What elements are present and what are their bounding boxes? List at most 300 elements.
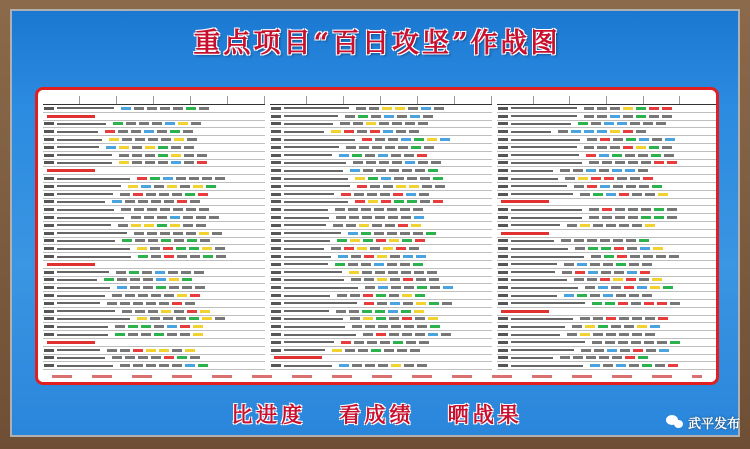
row-status-cell (423, 115, 433, 118)
row-status-cell (349, 310, 359, 313)
row-status-cell (176, 177, 186, 180)
table-row (270, 214, 492, 222)
row-status-cell (346, 224, 356, 227)
row-status-cell (184, 154, 194, 157)
table-row (270, 284, 492, 292)
row-status-cell (185, 302, 195, 305)
table-header-cell (680, 96, 717, 104)
row-status-cell (599, 169, 609, 172)
row-status-cell (665, 138, 675, 141)
row-status-cell (662, 146, 672, 149)
row-status-cell (574, 239, 584, 242)
row-status-cell (138, 356, 148, 359)
row-status-cell (604, 255, 614, 258)
row-status-cell (636, 146, 646, 149)
row-status-cell (601, 271, 611, 274)
row-status-cell (158, 161, 168, 164)
row-status-cell (657, 302, 667, 305)
table-section-row (270, 355, 492, 363)
row-status-cell (594, 349, 604, 352)
row-status-cell (134, 208, 144, 211)
row-project-name (511, 334, 560, 336)
row-status-cell (573, 356, 583, 359)
table-row (43, 230, 265, 238)
row-status-cell (190, 200, 200, 203)
table-row (497, 167, 717, 175)
row-status-cell (145, 154, 155, 157)
row-status-cell (187, 239, 197, 242)
row-status-cell (658, 317, 668, 320)
row-status-cell (200, 310, 210, 313)
table-header-cell (344, 96, 381, 104)
row-status-cell (377, 278, 387, 281)
row-number (271, 169, 281, 172)
row-status-cell (416, 302, 426, 305)
row-project-name (57, 310, 115, 312)
row-status-cell (627, 247, 637, 250)
row-status-cell (181, 271, 191, 274)
row-status-cell (383, 247, 393, 250)
row-project-name (57, 357, 105, 359)
table-row (497, 245, 717, 253)
row-status-cell (116, 271, 126, 274)
row-number (271, 317, 281, 320)
row-status-cell (428, 317, 438, 320)
row-status-cell (359, 224, 369, 227)
table-row (270, 261, 492, 269)
row-status-cell (209, 216, 219, 219)
row-status-cell (586, 169, 596, 172)
row-status-cell (376, 333, 386, 336)
row-status-cell (173, 208, 183, 211)
row-status-cell (587, 185, 597, 188)
row-status-cell (164, 255, 174, 258)
row-status-cell (651, 154, 661, 157)
row-status-cell (581, 349, 591, 352)
table-header-cell (455, 96, 492, 104)
table-row (43, 199, 265, 207)
row-status-cell (379, 161, 389, 164)
row-status-cell (435, 185, 445, 188)
table-row (270, 144, 492, 152)
table-row (270, 113, 492, 121)
row-status-cell (625, 356, 635, 359)
row-status-cell (147, 232, 157, 235)
row-status-cell (119, 146, 129, 149)
table-header-cell (191, 96, 228, 104)
row-status-cell (144, 130, 154, 133)
row-number (271, 341, 281, 344)
row-status-cell (157, 224, 167, 227)
row-project-name (511, 357, 553, 359)
table-row (497, 316, 717, 324)
row-status-cell (335, 263, 345, 266)
row-status-cell (193, 185, 203, 188)
row-status-cell (639, 278, 649, 281)
table-row (43, 144, 265, 152)
row-status-cell (122, 138, 132, 141)
row-number (44, 364, 54, 367)
row-status-cell (134, 107, 144, 110)
row-status-cell (161, 138, 171, 141)
table-row (270, 269, 492, 277)
row-number (271, 333, 281, 336)
row-status-cell (597, 146, 607, 149)
table-row (43, 152, 265, 160)
row-number (44, 294, 54, 297)
row-status-cell (637, 325, 647, 328)
row-status-cell (558, 130, 568, 133)
row-status-cell (351, 255, 361, 258)
row-status-cell (387, 263, 397, 266)
row-number (498, 302, 508, 305)
row-status-cell (115, 333, 125, 336)
row-status-cell (158, 146, 168, 149)
row-status-cell (391, 325, 401, 328)
row-status-cell (633, 349, 643, 352)
table-row (497, 113, 717, 121)
row-status-cell (414, 271, 424, 274)
row-status-cell (371, 115, 381, 118)
table-row (270, 136, 492, 144)
row-project-name (511, 131, 551, 133)
row-status-cell (206, 185, 216, 188)
table-row (270, 253, 492, 261)
row-status-cell (653, 247, 663, 250)
table-row (270, 339, 492, 347)
table-row (43, 269, 265, 277)
row-status-cell (598, 286, 608, 289)
row-status-cell (637, 286, 647, 289)
row-status-cell (150, 177, 160, 180)
row-status-cell (433, 200, 443, 203)
row-status-cell (606, 193, 616, 196)
row-status-cell (587, 278, 597, 281)
row-status-cell (348, 208, 358, 211)
row-status-cell (365, 154, 375, 157)
row-status-cell (132, 154, 142, 157)
row-status-cell (401, 310, 411, 313)
row-project-name (284, 232, 341, 234)
row-status-cell (170, 130, 180, 133)
row-number (498, 333, 508, 336)
row-status-cell (178, 122, 188, 125)
row-status-cell (156, 278, 166, 281)
row-number (498, 122, 508, 125)
row-number (498, 286, 508, 289)
row-status-cell (215, 177, 225, 180)
row-status-cell (406, 193, 416, 196)
row-status-cell (106, 146, 116, 149)
row-status-cell (427, 271, 437, 274)
row-status-cell (588, 247, 598, 250)
table-section-row (497, 308, 717, 316)
row-status-cell (176, 247, 186, 250)
row-status-cell (610, 107, 620, 110)
row-status-cell (362, 310, 372, 313)
row-status-cell (183, 130, 193, 133)
row-status-cell (378, 286, 388, 289)
row-status-cell (150, 317, 160, 320)
row-status-cell (572, 325, 582, 328)
row-project-name (284, 201, 348, 203)
table-section-row (497, 199, 717, 207)
row-number (44, 208, 54, 211)
row-status-cell (640, 271, 650, 274)
row-status-cell (385, 224, 395, 227)
row-status-cell (138, 294, 148, 297)
row-status-cell (169, 286, 179, 289)
table-row (497, 206, 717, 214)
table-column-middle (270, 96, 492, 372)
row-project-name (511, 154, 579, 156)
row-status-cell (419, 341, 429, 344)
row-status-cell (591, 122, 601, 125)
table-row (270, 362, 492, 370)
table-row (43, 183, 265, 191)
row-status-cell (189, 317, 199, 320)
row-status-cell (331, 130, 341, 133)
row-project-name (57, 365, 113, 367)
row-number (44, 193, 54, 196)
row-status-cell (186, 232, 196, 235)
row-status-cell (144, 224, 154, 227)
row-status-cell (164, 200, 174, 203)
row-number (271, 263, 281, 266)
row-number (498, 130, 508, 133)
row-status-cell (420, 177, 430, 180)
row-status-cell (115, 325, 125, 328)
row-number (44, 138, 54, 141)
row-status-cell (613, 138, 623, 141)
row-status-cell (407, 200, 417, 203)
row-status-cell (406, 341, 416, 344)
row-status-cell (376, 294, 386, 297)
row-status-cell (372, 224, 382, 227)
row-status-cell (592, 302, 602, 305)
section-tag (501, 232, 549, 235)
row-status-cell (616, 294, 626, 297)
row-number (498, 341, 508, 344)
row-status-cell (362, 216, 372, 219)
table-row (270, 105, 492, 113)
row-status-cell (441, 333, 451, 336)
row-status-cell (159, 302, 169, 305)
row-status-cell (421, 107, 431, 110)
row-status-cell (611, 325, 621, 328)
row-status-cell (411, 224, 421, 227)
row-status-cell (616, 263, 626, 266)
table-row (497, 222, 717, 230)
row-number (271, 310, 281, 313)
row-status-cell (643, 177, 653, 180)
row-status-cell (363, 294, 373, 297)
row-number (498, 146, 508, 149)
row-number (498, 294, 508, 297)
row-status-cell (670, 341, 680, 344)
row-status-cell (374, 232, 384, 235)
table-row (43, 121, 265, 129)
row-status-cell (388, 310, 398, 313)
row-project-name (57, 334, 108, 336)
row-status-cell (378, 325, 388, 328)
table-row (43, 136, 265, 144)
row-number (498, 349, 508, 352)
table-row (270, 238, 492, 246)
row-status-cell (117, 278, 127, 281)
row-status-cell (623, 115, 633, 118)
row-status-cell (630, 177, 640, 180)
row-status-cell (417, 286, 427, 289)
row-status-cell (177, 294, 187, 297)
row-status-cell (167, 185, 177, 188)
row-status-cell (403, 278, 413, 281)
row-status-cell (600, 278, 610, 281)
row-status-cell (172, 302, 182, 305)
row-status-cell (413, 232, 423, 235)
row-status-cell (573, 169, 583, 172)
row-status-cell (420, 200, 430, 203)
row-status-cell (401, 216, 411, 219)
row-status-cell (612, 169, 622, 172)
row-status-cell (352, 325, 362, 328)
row-status-cell (365, 364, 375, 367)
row-status-cell (403, 255, 413, 258)
row-status-cell (636, 130, 646, 133)
row-project-name (284, 263, 328, 265)
row-number (44, 302, 54, 305)
table-row (43, 105, 265, 113)
table-section-row (43, 167, 265, 175)
row-project-name (57, 349, 100, 351)
row-status-cell (600, 239, 610, 242)
row-project-name (511, 248, 568, 250)
row-number (44, 255, 54, 258)
table-row (497, 253, 717, 261)
row-status-cell (632, 193, 642, 196)
row-status-cell (659, 349, 669, 352)
row-status-cell (331, 247, 341, 250)
row-status-cell (415, 239, 425, 242)
row-status-cell (405, 122, 415, 125)
row-status-cell (121, 208, 131, 211)
row-status-cell (157, 216, 167, 219)
row-status-cell (602, 216, 612, 219)
row-status-cell (619, 317, 629, 320)
row-status-cell (602, 208, 612, 211)
row-status-cell (631, 341, 641, 344)
row-number (498, 138, 508, 141)
row-status-cell (597, 107, 607, 110)
row-status-cell (338, 255, 348, 258)
table-header (270, 96, 492, 105)
row-status-cell (575, 247, 585, 250)
row-number (44, 185, 54, 188)
row-status-cell (143, 278, 153, 281)
row-status-cell (442, 302, 452, 305)
row-status-cell (130, 278, 140, 281)
table-row (43, 160, 265, 168)
row-status-cell (391, 154, 401, 157)
row-project-name (511, 279, 567, 281)
row-status-cell (132, 146, 142, 149)
row-status-cell (194, 271, 204, 274)
row-status-cell (195, 286, 205, 289)
row-project-name (284, 123, 333, 125)
row-project-name (284, 240, 330, 242)
table-row (43, 128, 265, 136)
row-status-cell (215, 247, 225, 250)
title-area (12, 21, 742, 61)
row-project-name (284, 154, 332, 156)
row-status-cell (392, 122, 402, 125)
row-project-name (284, 131, 324, 133)
row-status-cell (203, 255, 213, 258)
row-project-name (284, 193, 334, 195)
row-status-cell (352, 364, 362, 367)
row-project-name (511, 271, 555, 273)
row-status-cell (363, 317, 373, 320)
table-header-cell (570, 96, 607, 104)
table-row (497, 362, 717, 370)
row-status-cell (606, 333, 616, 336)
row-status-cell (654, 216, 664, 219)
row-status-cell (593, 193, 603, 196)
row-status-cell (610, 115, 620, 118)
row-status-cell (339, 364, 349, 367)
row-status-cell (632, 333, 642, 336)
row-status-cell (107, 302, 117, 305)
row-status-cell (396, 130, 406, 133)
table-row (270, 347, 492, 355)
row-status-cell (614, 271, 624, 274)
row-number (271, 185, 281, 188)
row-status-cell (416, 278, 426, 281)
row-status-cell (636, 107, 646, 110)
table-header-cell (80, 96, 117, 104)
row-status-cell (172, 193, 182, 196)
row-status-cell (160, 232, 170, 235)
row-number (498, 224, 508, 227)
row-status-cell (575, 271, 585, 274)
row-project-name (284, 224, 326, 226)
table-row (270, 230, 492, 238)
row-status-cell (112, 294, 122, 297)
row-status-cell (404, 286, 414, 289)
row-status-cell (202, 247, 212, 250)
row-status-cell (405, 161, 415, 164)
row-project-name (284, 326, 345, 328)
row-number (44, 310, 54, 313)
row-status-cell (337, 239, 347, 242)
row-status-cell (361, 263, 371, 266)
table-row (43, 175, 265, 183)
row-status-cell (355, 177, 365, 180)
row-project-name (57, 256, 131, 258)
row-status-cell (170, 224, 180, 227)
row-project-name (511, 240, 554, 242)
row-number (271, 294, 281, 297)
row-status-cell (182, 286, 192, 289)
row-project-name (284, 178, 348, 180)
row-status-cell (663, 286, 673, 289)
row-number (498, 325, 508, 328)
table-header-cell (381, 96, 418, 104)
row-status-cell (190, 255, 200, 258)
table-row (497, 105, 717, 113)
row-status-cell (348, 232, 358, 235)
table-row (270, 128, 492, 136)
